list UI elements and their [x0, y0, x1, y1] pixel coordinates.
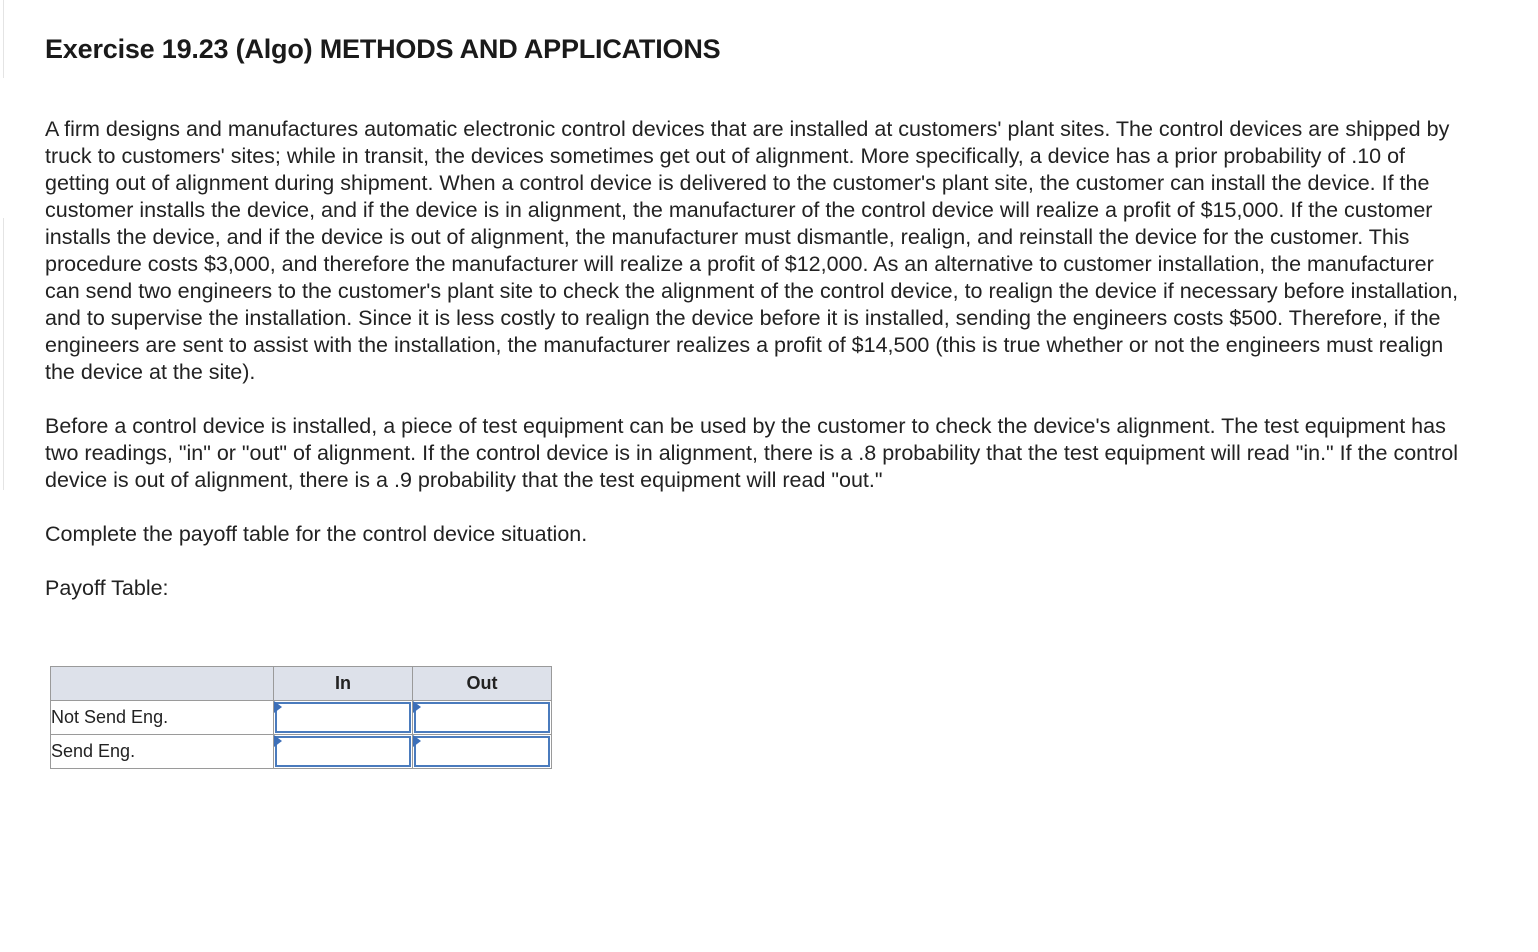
problem-paragraph-1: A firm designs and manufactures automatic electronic control devices that are installed at customers' plant sites. The control devices are shipped by truck to customers' sites; while in transit, the devices sometimes get out of alignment. More specifically, a device has a prior probability of .10 of getting out of alignment during shipment. When a control device is delivered to the customer's plant site, the customer can install the device. If the customer installs the device, and if the device is in alignment, the manufacturer of the control device will realize a profit of $15,000. If the customer installs the device, and if the device is out of alignment, the manufacturer must dismantle, realign, and reinstall the device for the customer. This procedure costs $3,000, and therefore the manufacturer will realize a profit of $12,000. As an alternative to customer installation, the manufacturer can send two engineers to the customer's plant site to check the alignment of the control device, to realign the device if necessary before installation, and to supervise the installation. Since it is less costly to realign the device before it is installed, sending the engineers costs $500. Therefore, if the engineers are sent to assist with the installation, the manufacturer realizes a profit of $14,500 (this is true whether or not the engineers must realign the device at the site). — [45, 117, 1459, 384]
payoff-input-send-out[interactable] — [416, 738, 548, 765]
payoff-input-box[interactable] — [275, 736, 411, 767]
input-marker-icon — [274, 701, 282, 713]
exercise-title: Exercise 19.23 (Algo) METHODS AND APPLICATIONS — [45, 34, 721, 64]
problem-paragraph-2: Before a control device is installed, a piece of test equipment can be used by the customer to check the device's alignment. The test equipment has two readings, "in" or "out" of alignment. If the control device is in alignment, there is a .8 probability that the test equipment will read "in." If the control device is out of alignment, there is a .9 probability that the test equipment will read "out." — [45, 414, 1458, 492]
payoff-table — [50, 666, 552, 769]
payoff-input-box[interactable] — [414, 736, 550, 767]
input-marker-icon — [413, 735, 421, 747]
instruction-text: Complete the payoff table for the control device situation. — [45, 522, 588, 546]
input-marker-icon — [413, 701, 421, 713]
payoff-input-not-send-in[interactable] — [277, 704, 409, 731]
row-label-send-eng: Send Eng. — [51, 735, 274, 769]
payoff-table-corner-cell — [51, 667, 274, 701]
input-marker-icon — [274, 735, 282, 747]
payoff-input-box[interactable] — [275, 702, 411, 733]
payoff-cell-not-send-out — [413, 701, 552, 735]
problem-body — [45, 116, 1465, 602]
table-row — [51, 701, 552, 735]
left-edge-divider-middle — [0, 218, 4, 490]
column-header-out: Out — [413, 667, 552, 701]
table-row — [51, 735, 552, 769]
payoff-table-header-row — [51, 667, 552, 701]
left-edge-divider-top — [0, 0, 4, 78]
row-label-not-send-eng: Not Send Eng. — [51, 701, 274, 735]
payoff-input-box[interactable] — [414, 702, 550, 733]
column-header-in: In — [274, 667, 413, 701]
payoff-cell-not-send-in — [274, 701, 413, 735]
payoff-input-not-send-out[interactable] — [416, 704, 548, 731]
payoff-input-send-in[interactable] — [277, 738, 409, 765]
payoff-table-label: Payoff Table: — [45, 576, 169, 600]
payoff-cell-send-in — [274, 735, 413, 769]
payoff-cell-send-out — [413, 735, 552, 769]
